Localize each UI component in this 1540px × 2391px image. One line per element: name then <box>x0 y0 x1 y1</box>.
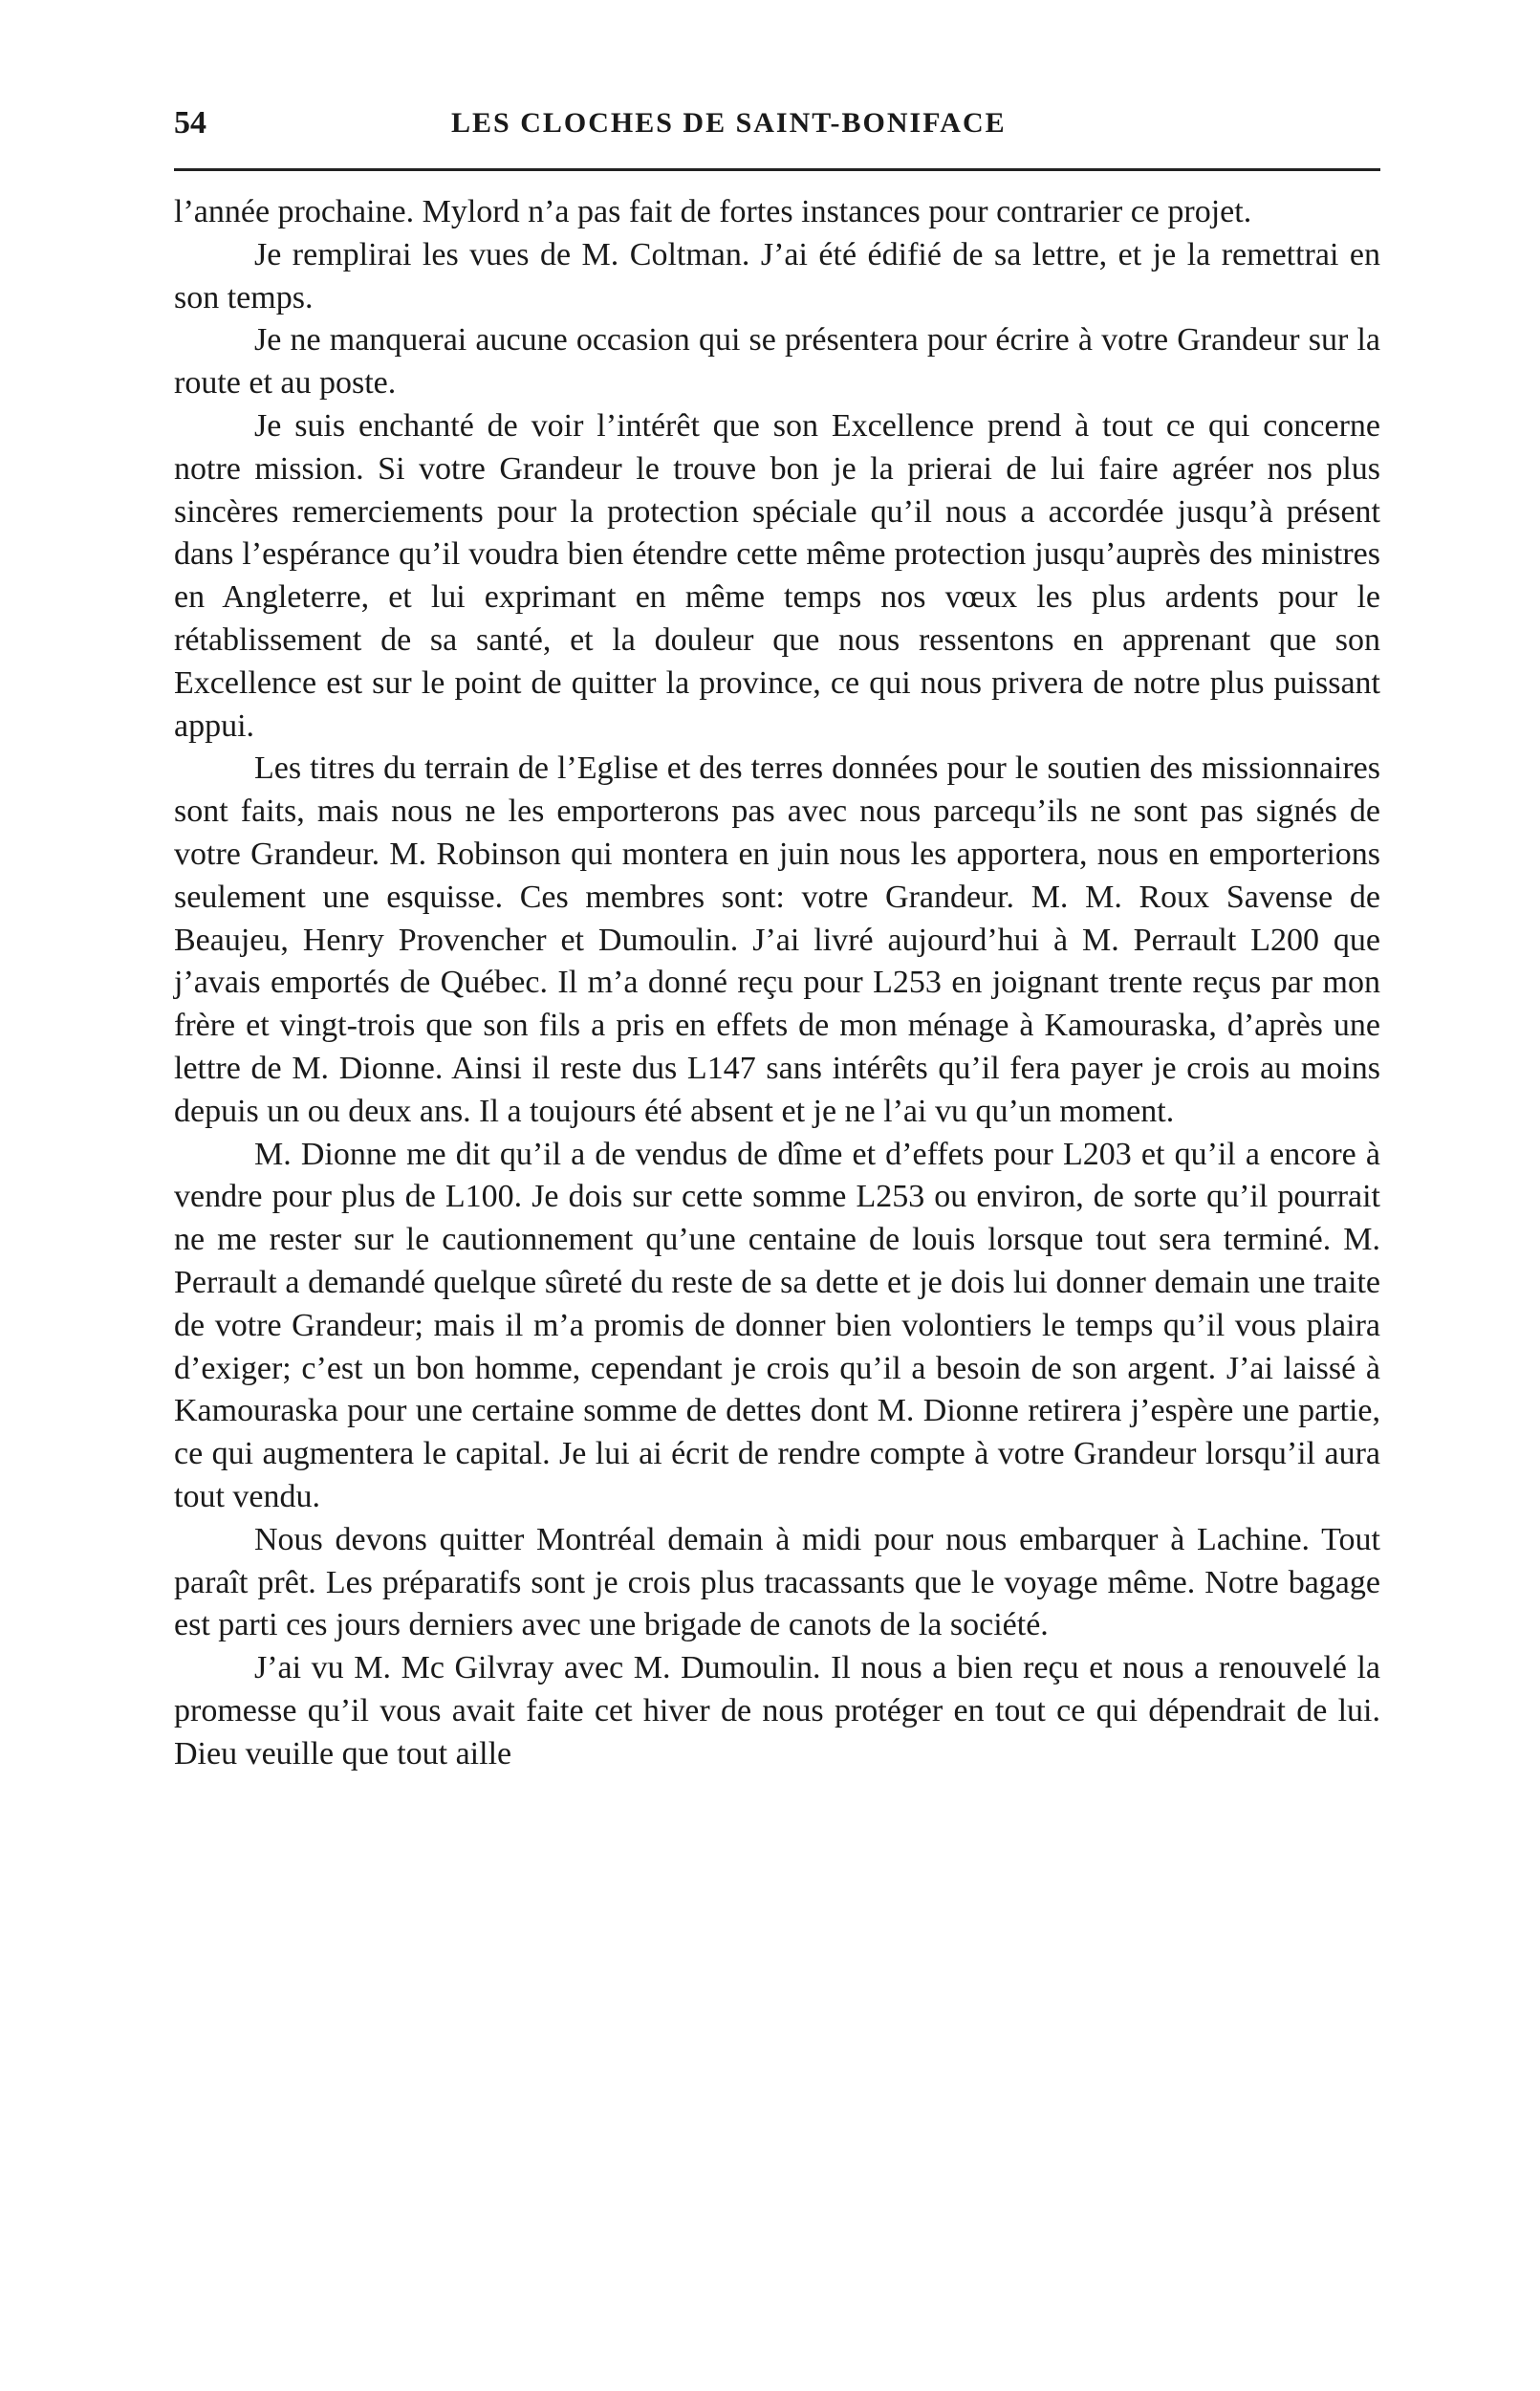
paragraph: Nous devons quitter Montréal demain à midi pour nous embarquer à Lachine. Tout paraît prêt. Les préparatifs sont je crois plus tracassants que le voyage même. Notre bagage est parti ces jours derniers avec une brigade de canots de la société. <box>174 1521 1380 1643</box>
page-header <box>174 99 1380 147</box>
body-text <box>174 191 1380 1775</box>
paragraph: l’année prochaine. Mylord n’a pas fait de fortes instances pour contrarier ce projet. <box>174 194 1252 229</box>
page-number: 54 <box>174 105 206 141</box>
paragraph: Je suis enchanté de voir l’intérêt que son Excellence prend à tout ce qui concerne notre mission. Si votre Grandeur le trouve bon je la prierai de lui faire agréer nos plus sincères remerciements pour la protection spéciale qu’il nous a accordée jusqu’à présent dans l’espérance qu’il voudra bien étendre cette même protection jusqu’auprès des ministres en Angleterre, et lui exprimant en même temps nos vœux les plus ardents pour le rétablissement de sa santé, et la douleur que nous ressentons en apprenant que son Excellence est sur le point de quitter la province, ce qui nous privera de notre plus puissant appui. <box>174 407 1380 744</box>
paragraph: Je remplirai les vues de M. Coltman. J’ai été édifié de sa lettre, et je la remettrai en son temps. <box>174 236 1380 315</box>
paragraph: M. Dionne me dit qu’il a de vendus de dîme et d’effets pour L203 et qu’il a encore à vendre pour plus de L100. Je dois sur cette somme L253 ou environ, de sorte qu’il pourrait ne me rester sur le cautionnement qu’une centaine de louis lorsque tout sera terminé. M. Perrault a demandé quelque sûreté du reste de sa dette et je dois lui donner demain une traite de votre Grandeur; mais il m’a promis de donner bien volontiers le temps qu’il vous plaira d’exiger; c’est un bon homme, cependant je crois qu’il a besoin de son argent. J’ai laissé à Kamouraska pour une certaine somme de dettes dont M. Dionne retirera j’espère une partie, ce qui augmentera le capital. Je lui ai écrit de rendre compte à votre Grandeur lorsqu’il aura tout vendu. <box>174 1136 1380 1514</box>
running-title: LES CLOCHES DE SAINT-BONIFACE <box>451 107 1007 139</box>
paragraph: Les titres du terrain de l’Eglise et des terres données pour le soutien des missionnaires sont faits, mais nous ne les emporterons pas avec nous parcequ’ils ne sont pas signés de votre Grandeur. M. Robinson qui montera en juin nous les apportera, nous en emporterions seulement une esquisse. Ces membres sont: votre Grandeur. M. M. Roux Savense de Beaujeu, Henry Provencher et Dumoulin. J’ai livré aujourd’hui à M. Perrault L200 que j’avais emportés de Québec. Il m’a donné reçu pour L253 en joignant trente reçus par mon frère et vingt-trois que son fils a pris en effets de mon ménage à Kamouraska, d’après une lettre de M. Dionne. Ainsi il reste dus L147 sans intérêts qu’il fera payer je crois au moins depuis un ou deux ans. Il a toujours été absent et je ne l’ai vu qu’un moment. <box>174 750 1380 1129</box>
header-rule <box>174 168 1380 171</box>
paragraph: Je ne manquerai aucune occasion qui se présentera pour écrire à votre Grandeur sur la route et au poste. <box>174 322 1380 402</box>
paragraph: J’ai vu M. Mc Gilvray avec M. Dumoulin. Il nous a bien reçu et nous a renouvelé la promesse qu’il vous avait faite cet hiver de nous protéger en tout ce qui dépendrait de lui. Dieu veuille que tout aille <box>174 1650 1380 1772</box>
